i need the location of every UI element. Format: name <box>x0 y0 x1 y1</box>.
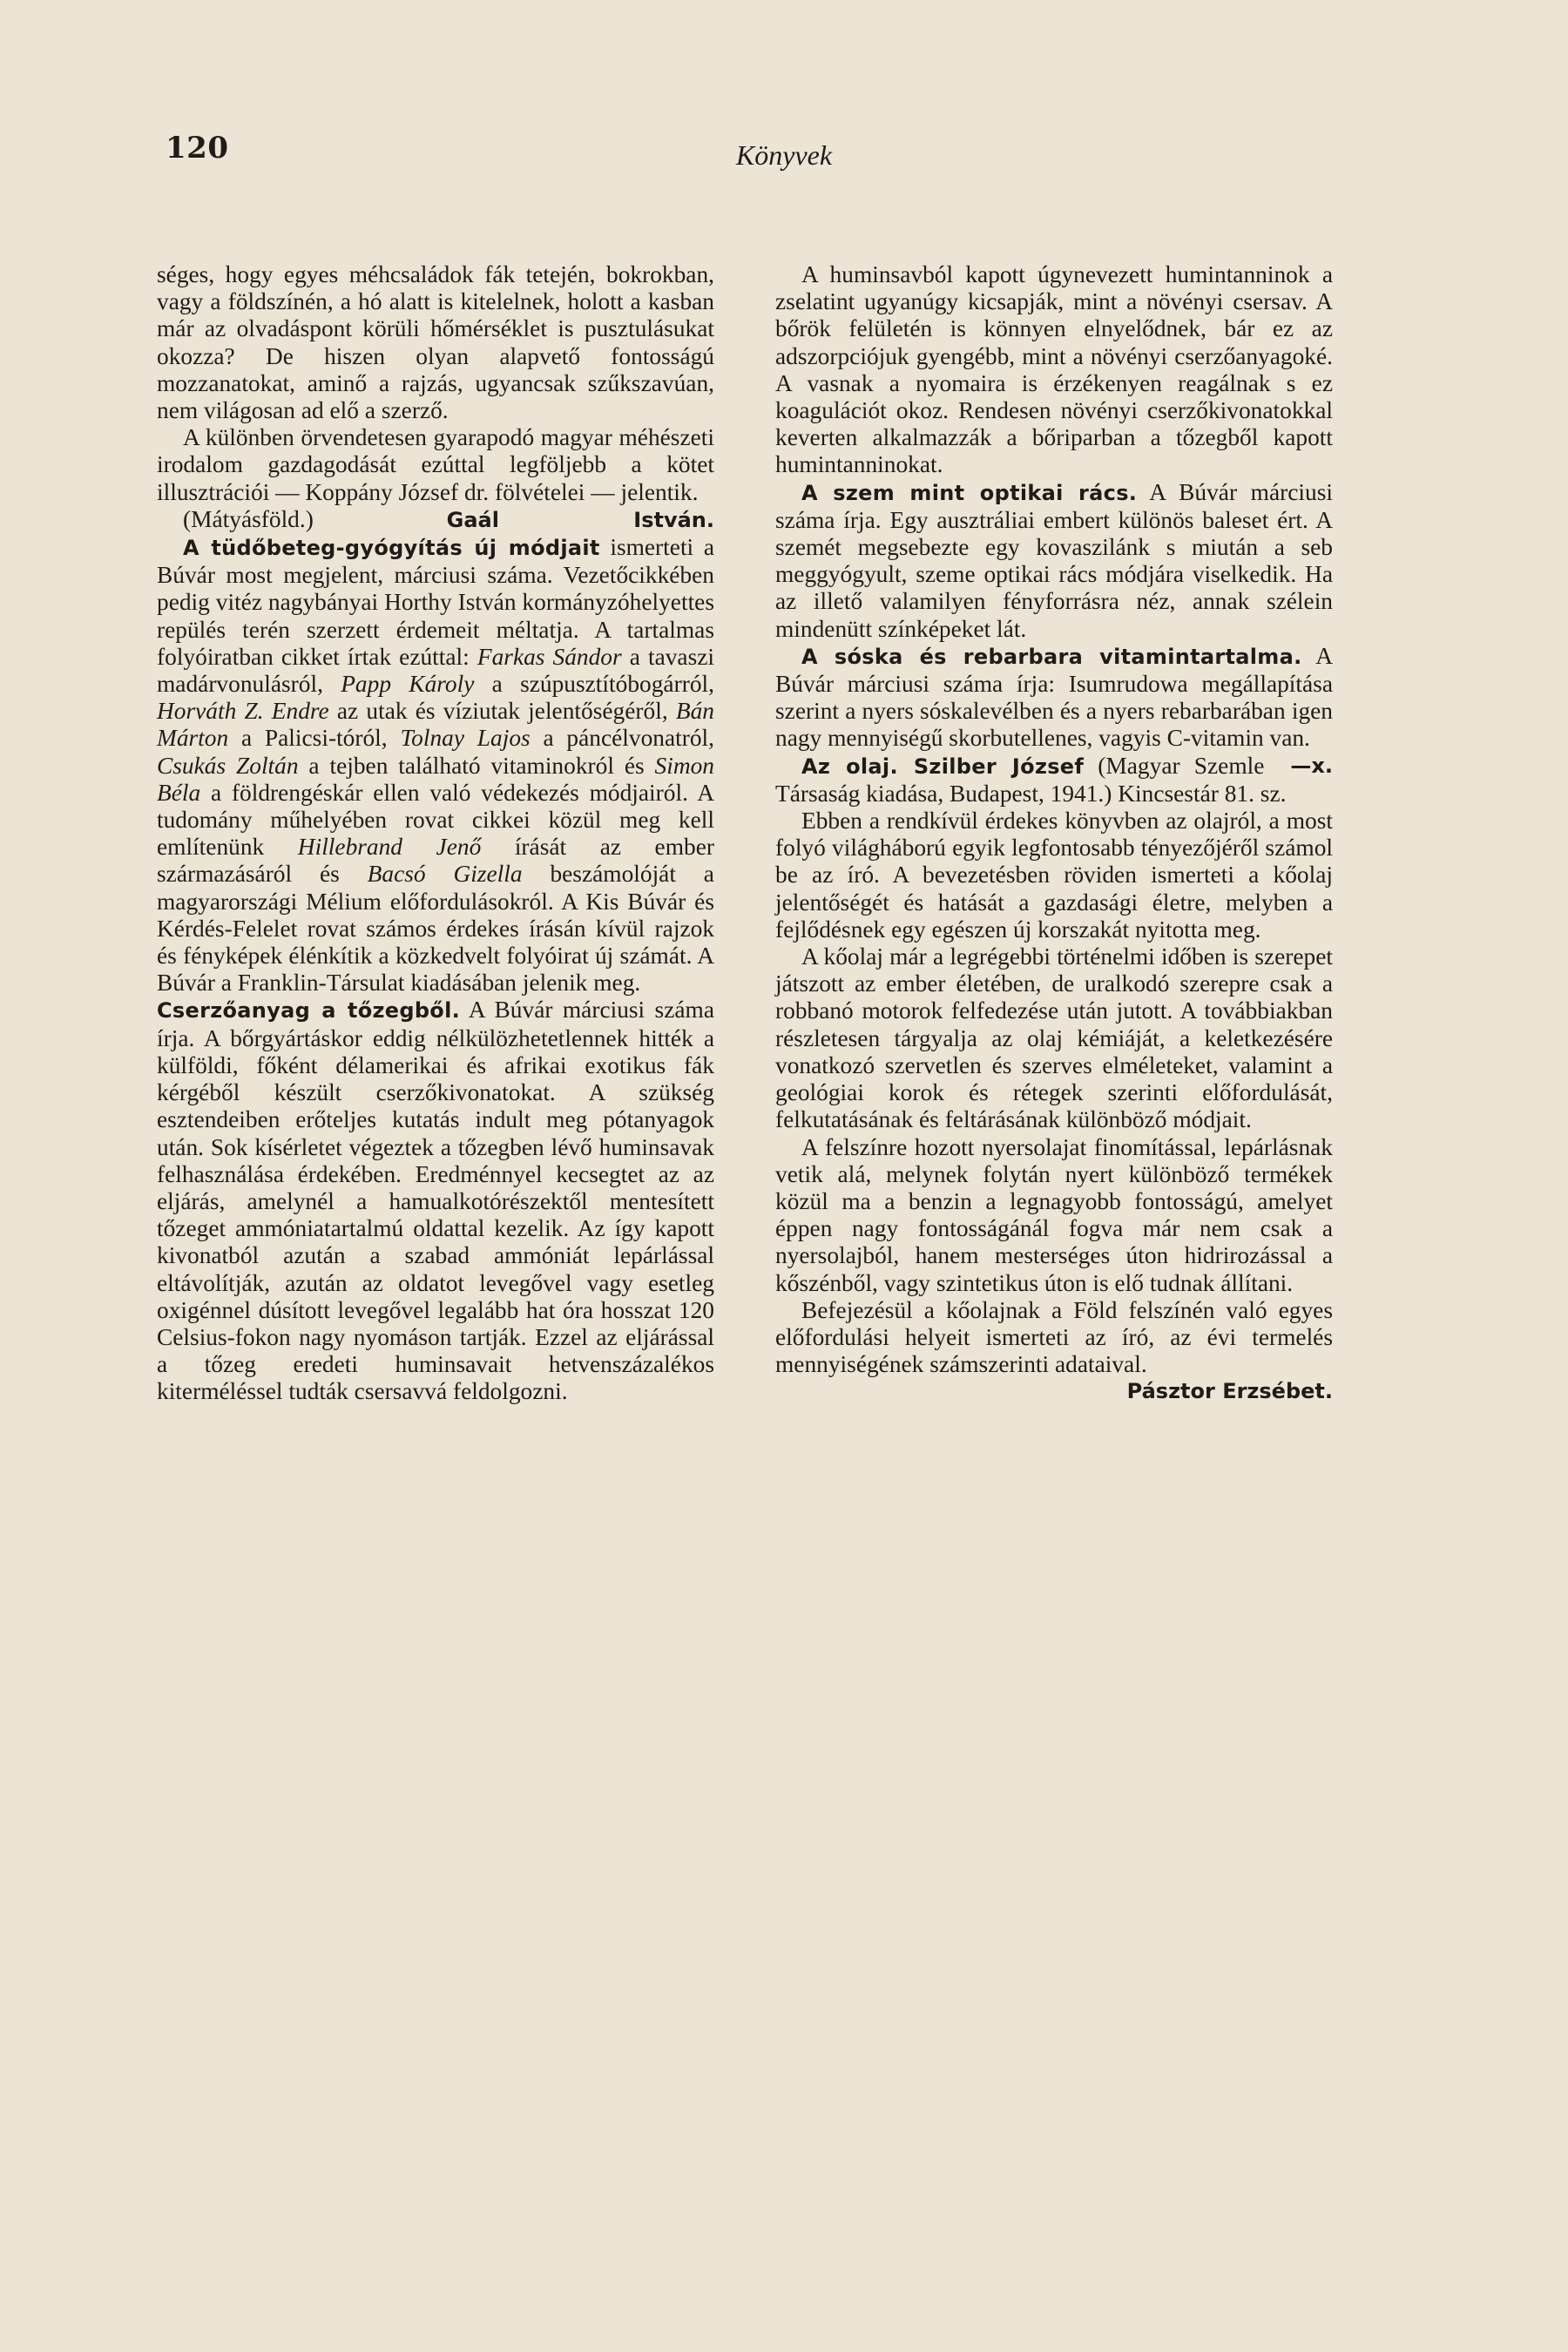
review-closing-paragraph: A különben örvendetesen gyarapodó magyar méhészeti irodalom gazdagodását ezúttal legföljebb a kötet illusztrációi — Koppány József dr. fölvételei — jelentik. <box>157 424 714 505</box>
text-run: írását az ember származásáról és <box>157 834 714 888</box>
text-run: a Palicsi-tóról, <box>228 725 401 752</box>
author-name: Bacsó Gizella <box>367 861 523 888</box>
article-cserzoanyag <box>157 997 714 1405</box>
article-heading: A tüdőbeteg-gyógyítás új módjait <box>183 536 600 561</box>
review-paragraph: A kőolaj már a legrégebbi történelmi időben is szerepet játszott az ember életében, de uralkodó szerepre csak a robbanó motorok felfedezése után jutott. A továbbiakban részletesen tárgyalja az olaj kémiáját, a keletkezésére vonatkozó szervetlen és szerves elméleteket, valamint a geológiai korok és rétegek szerinti előfordulását, felkutatásának és feltárásának különböző módjait. <box>775 943 1333 1133</box>
article-body: A Búvár márciusi száma írja. Egy ausztráliai embert különös baleset ért. A szemét megsebezte egy kovaszilánk s miután a seb meggyógyult, szeme optikai rács módjára viselkedik. Ha az illető valamilyen fényforrásra néz, annak szélein mindenütt színképeket lát. <box>775 478 1333 642</box>
review-signature-line <box>157 506 714 534</box>
article-szem-optikai-racs <box>775 479 1333 643</box>
author-name: Simon Béla <box>157 752 714 806</box>
review-continuation: séges, hogy egyes méhcsaládok fák tetején, bokrokban, vagy a földszínén, a hó alatt is kitelelnek, holott a kasban már az olvadáspont körüli hőmérséklet is pusztulásukat okozza? De hiszen olyan alapvető fontosságú mozzanatokat, aminő a rajzás, ugyancsak szűkszavúan, nem világosan ad elő a szerző. <box>157 261 714 424</box>
running-head: Könyvek <box>735 139 833 171</box>
article-heading: A sóska és rebarbara vitamintartalma. <box>801 644 1302 669</box>
article-body: A Búvár márciusi száma írja. A bőrgyártáskor eddig nélkülözhetetlennek hitték a külföldi, főként délamerikai és afrikai exotikus fák kérgéből készült cserzőkivonatokat. A szükség esztendeiben erőteljes kutatás indult meg pótanyagok után. Sok kísérletet végeztek a tőzegben lévő huminsavak felhasználása érdekében. Eredménnyel kecsegtet az az eljárás, amelynél a hamualkotórészektől mentesített tőzeget ammóniatartalmú oldattal kezelik. Az így kapott kivonatból azután a szabad ammóniát lepárlással eltávolítják, azután az oldatot levegővel vagy esetleg oxigénnel dúsított levegővel legalább hat óra hosszat 120 Celsius-fokon nagy nyomáson tartják. Ezzel az eljárással a tőzeg eredeti huminsavait hetvenszázalékos kiterméléssel tudták csersavvá feldolgozni. <box>157 997 714 1405</box>
book-review-olaj <box>775 753 1333 808</box>
text-run: beszámolóját a magyarországi Mélium előfordulásokról. A Kis Búvár és Kérdés-Felelet rovat számos érdekes írásán kívül rajzok és fényképek élénkítik a közkedvelt folyóirat új számát. A Búvár a Franklin-Társulat kiadásában jelenik meg. <box>157 861 714 997</box>
text-run: ismerteti a Búvár most megjelent, márciusi száma. Vezetőcikkében pedig vitéz nagybányai Horthy István kormányzóhelyettes repülés terén szerzett érdemeit méltatja. A tartalmas folyóiratban cikket írtak ezúttal: <box>157 534 714 670</box>
review-paragraph: A felszínre hozott nyersolajat finomítással, lepárlásnak vetik alá, melynek folytán nyert különböző termékek közül ma a benzin a legnagyobb fontosságú, amelyet éppen nagy fontosságánál fogva már nem csak a nyersolajból, hanem mesterséges úton hidrirozással a kőszénből, vagy szintetikus úton is elő tudnak állítani. <box>775 1133 1333 1296</box>
cserzoanyag-continuation: A huminsavból kapott úgynevezett humintanninok a zselatint ugyanúgy kicsapják, mint a növényi csersav. A bőrök felületén is könnyen elnyelődnek, bár ez az adszorpciójuk gyengébb, mint a növényi cserzőanyagoké. A vasnak a nyomaira is érzékenyen reagálnak s ez koagulációt okoz. Rendesen növényi cserzőkivonatokkal keverten alkalmazzák a bőriparban a tőzegből kapott humintanninokat. <box>775 261 1333 478</box>
text-run: a tavaszi madárvonulásról, <box>157 643 715 698</box>
author-name: Farkas Sándor <box>476 643 622 670</box>
text-run: a földrengéskár ellen való védekezés módjairól. A tudomány műhelyében rovat cikkei közül meg kell említenünk <box>157 779 714 861</box>
text-run: a szúpusztítóbogárról, <box>474 671 714 698</box>
signature-place: (Mátyásföld.) <box>183 505 314 532</box>
article-buvar-tudobeteg <box>157 534 714 997</box>
review-signature: Pásztor Erzsébet. <box>1126 1379 1333 1404</box>
review-paragraph: Ebben a rendkívül érdekes könyvben az olajról, a most folyó világháború egyik legfontosabb tényezőjéről számol be az író. A bevezetésben röviden ismerteti a kőolaj jelentőségét és hatását a gazdasági életre, melyben a fejlődésnek egy egészen új korszakát nyitotta meg. <box>775 808 1333 943</box>
author-name: Papp Károly <box>341 671 475 698</box>
review-paragraph: Befejezésül a kőolajnak a Föld felszínén való egyes előfordulási helyeit ismerteti az író, az évi termelés mennyiségének számszerinti adataival. <box>775 1296 1333 1378</box>
signature-name: Gaál István. <box>446 507 714 532</box>
article-body: A Búvár márciusi száma írja: Isumrudowa megállapítása szerint a nyers sóskalevélben és a nyers rebarbarában igen nagy mennyiségű skorbutellenes, vagyis C-vitamin van. <box>775 642 1334 752</box>
right-column <box>775 261 1333 1406</box>
page-number: 120 <box>166 131 229 166</box>
text-run: a tejben található vitaminokról és <box>298 752 655 779</box>
article-heading: A szem mint optikai rács. <box>801 480 1138 505</box>
author-name: Tolnay Lajos <box>400 725 531 752</box>
text-run: a páncélvonatról, <box>530 725 715 752</box>
author-name: Horváth Z. Endre <box>157 698 329 725</box>
author-name: Csukás Zoltán <box>157 752 299 779</box>
article-signature: —x. <box>1290 753 1333 778</box>
left-column <box>157 261 714 1406</box>
text-run: az utak és víziutak jelentőségéről, <box>328 698 676 725</box>
book-title-author: Az olaj. Szilber József <box>801 754 1085 779</box>
article-heading: Cserzőanyag a tőzegből. <box>157 998 461 1024</box>
book-bibliography: (Magyar Szemle Társaság kiadása, Budapest, 1941.) Kincsestár 81. sz. <box>775 752 1287 807</box>
author-name: Hillebrand Jenő <box>297 834 482 861</box>
author-name: Bán Márton <box>157 698 714 752</box>
